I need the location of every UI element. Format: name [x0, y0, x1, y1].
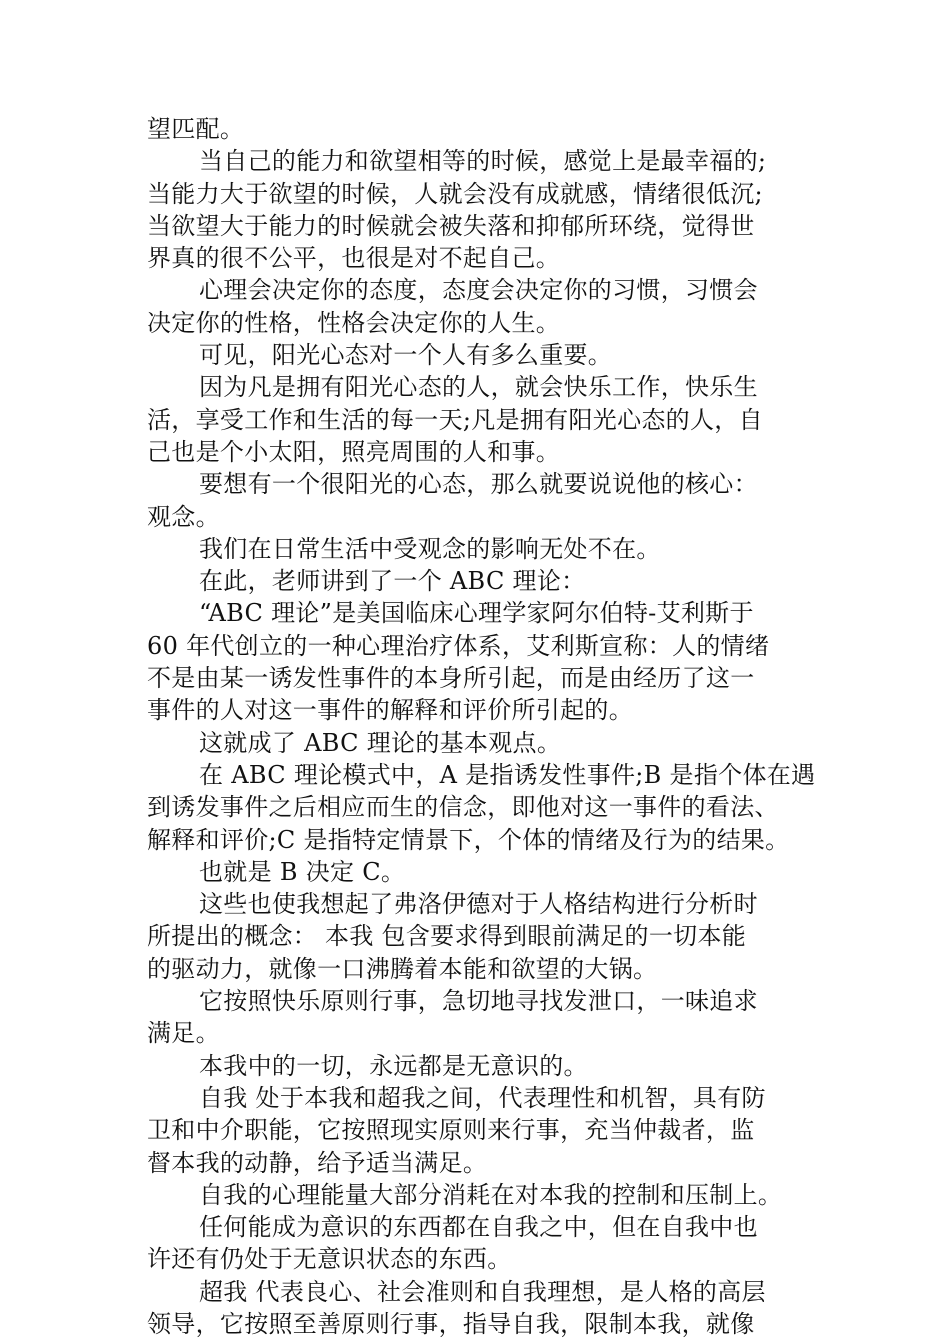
text-line: 满足。 — [147, 1019, 220, 1048]
text-line: 界真的很不公平，也很是对不起自己。 — [147, 244, 561, 273]
text-line: 在此，老师讲到了一个 ABC 理论： — [199, 567, 586, 596]
text-line: 活，享受工作和生活的每一天;凡是拥有阳光心态的人，自 — [147, 405, 763, 434]
text-line: 它按照快乐原则行事，急切地寻找发泄口，一味追求 — [199, 987, 758, 1016]
text-line: 自我的心理能量大部分消耗在对本我的控制和压制上。 — [199, 1180, 783, 1209]
text-line: 这就成了 ABC 理论的基本观点。 — [199, 728, 562, 757]
text-line: 到诱发事件之后相应而生的信念，即他对这一事件的看法、 — [147, 793, 779, 822]
document-body-text — [147, 113, 816, 1340]
text-line: 督本我的动静，给予适当满足。 — [147, 1148, 488, 1177]
text-line: 领导，它按照至善原则行事，指导自我，限制本我，就像 — [147, 1309, 755, 1338]
text-line: 当自己的能力和欲望相等的时候，感觉上是最幸福的; — [199, 147, 767, 176]
text-line: 也就是 B 决定 C。 — [199, 857, 406, 886]
text-line: 当欲望大于能力的时候就会被失落和抑郁所环绕，觉得世 — [147, 211, 755, 240]
text-line: 当能力大于欲望的时候，人就会没有成就感，情绪很低沉; — [147, 179, 763, 208]
text-line: 超我 代表良心、社会准则和自我理想，是人格的高层 — [199, 1277, 766, 1306]
text-line: 决定你的性格，性格会决定你的人生。 — [147, 308, 561, 337]
text-line: “ABC 理论”是美国临床心理学家阿尔伯特-艾利斯于 — [199, 599, 754, 628]
text-line: 许还有仍处于无意识状态的东西。 — [147, 1245, 512, 1274]
text-line: 任何能成为意识的东西都在自我之中，但在自我中也 — [199, 1213, 758, 1242]
text-line: 己也是个小太阳，照亮周围的人和事。 — [147, 437, 561, 466]
text-line: 要想有一个很阳光的心态，那么就要说说他的核心： — [199, 470, 758, 499]
text-line: 在 ABC 理论模式中，A 是指诱发性事件;B 是指个体在遇 — [199, 760, 816, 789]
text-line: 本我中的一切，永远都是无意识的。 — [199, 1051, 588, 1080]
text-line: 这些也使我想起了弗洛伊德对于人格结构进行分析时 — [199, 890, 758, 919]
text-line: 不是由某一诱发性事件的本身所引起，而是由经历了这一 — [147, 664, 755, 693]
text-line: 望匹配。 — [147, 115, 245, 143]
text-line: 的驱动力，就像一口沸腾着本能和欲望的大锅。 — [147, 954, 658, 983]
text-line: 自我 处于本我和超我之间，代表理性和机智，具有防 — [199, 1083, 766, 1112]
text-line: 所提出的概念： 本我 包含要求得到眼前满足的一切本能 — [147, 922, 747, 951]
text-line: 60 年代创立的一种心理治疗体系，艾利斯宣称：人的情绪 — [147, 631, 770, 660]
text-line: 事件的人对这一事件的解释和评价所引起的。 — [147, 696, 633, 725]
text-line: 观念。 — [147, 502, 220, 531]
text-line: 卫和中介职能，它按照现实原则来行事，充当仲裁者，监 — [147, 1116, 755, 1145]
text-line: 心理会决定你的态度，态度会决定你的习惯，习惯会 — [199, 276, 758, 305]
text-line: 可见，阳光心态对一个人有多么重要。 — [199, 341, 613, 370]
text-line: 我们在日常生活中受观念的影响无处不在。 — [199, 534, 661, 563]
text-line: 因为凡是拥有阳光心态的人，就会快乐工作，快乐生 — [199, 373, 758, 402]
text-line: 解释和评价;C 是指特定情景下，个体的情绪及行为的结果。 — [147, 825, 790, 854]
